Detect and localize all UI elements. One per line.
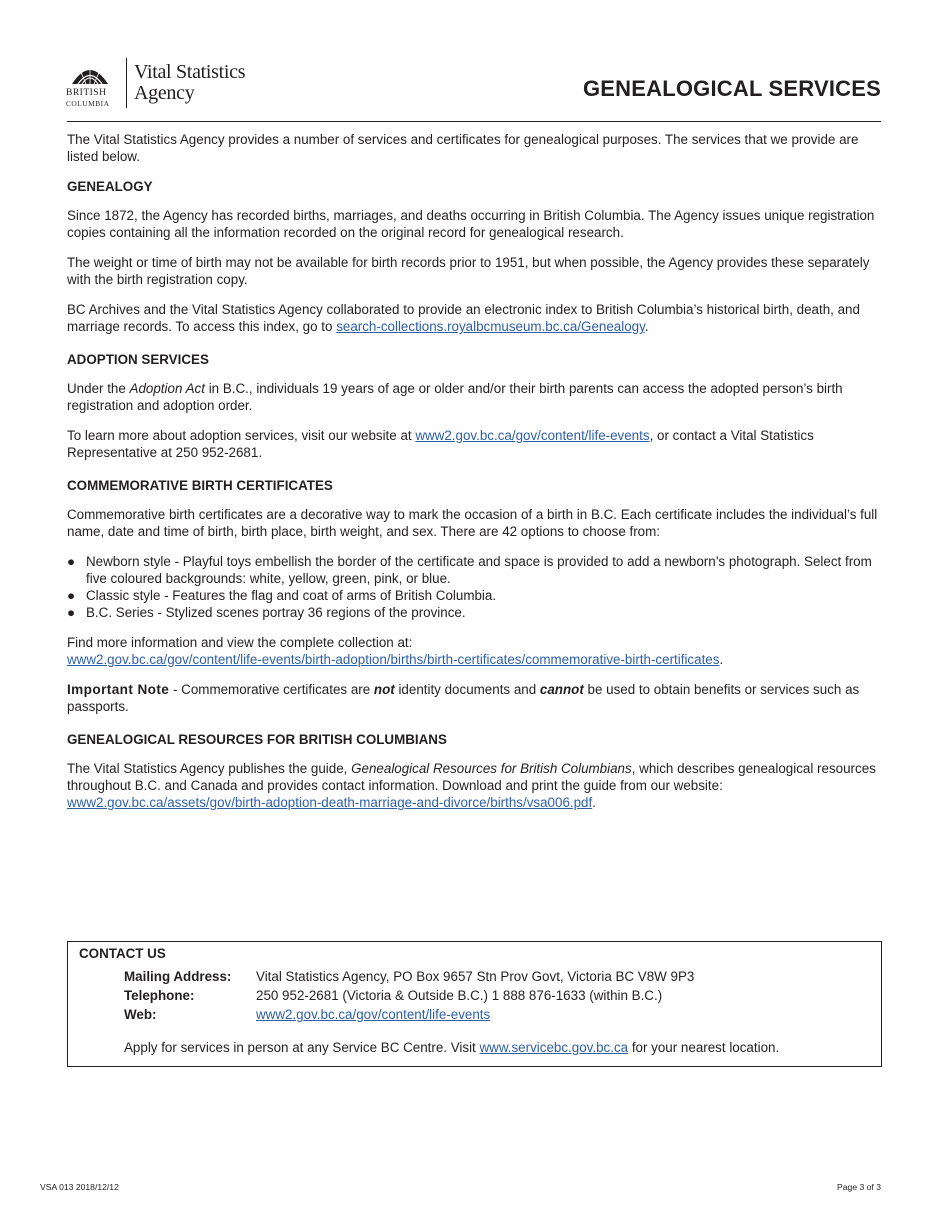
contact-title: CONTACT US <box>79 946 166 961</box>
contact-apply-row: Apply for services in person at any Service BC Centre. Visit www.servicebc.gov.bc.ca for your nearest location. <box>124 1040 780 1055</box>
life-events-link[interactable]: www2.gov.bc.ca/gov/content/life-events <box>415 428 650 443</box>
telephone-label: Telephone: <box>124 988 195 1003</box>
bullet-icon: ● <box>67 588 76 603</box>
province-name-line2: COLUMBIA <box>66 99 110 108</box>
bc-sun-icon <box>70 58 110 86</box>
resources-guide-link[interactable]: www2.gov.bc.ca/assets/gov/birth-adoption-death-marriage-and-divorce/births/vsa006.pdf <box>67 795 593 810</box>
page-number: Page 3 of 3 <box>837 1182 881 1192</box>
list-item: ● B.C. Series - Stylized scenes portray 36 regions of the province. <box>67 605 466 620</box>
genealogy-paragraph-2: The weight or time of birth may not be available for birth records prior to 1951, but when possible, the Agency provides these separately with the birth registration copy. <box>67 255 870 287</box>
adoption-heading: ADOPTION SERVICES <box>67 352 209 367</box>
telephone-value: 250 952-2681 (Victoria & Outside B.C.) 1 888 876-1633 (within B.C.) <box>256 988 663 1003</box>
resources-paragraph: The Vital Statistics Agency publishes the guide, Genealogical Resources for British Columbians, which describes genealogical resources throughout B.C. and Canada and provides contact information. Download and print the guide from our website: www2.gov.bc.ca/assets/gov/birth-adoption-death-marriage-and-divorce/births/vsa006.pdf. <box>67 761 876 810</box>
genealogy-index-link[interactable]: search-collections.royalbcmuseum.bc.ca/Genealogy <box>336 319 645 334</box>
commemorative-paragraph: Commemorative birth certificates are a decorative way to mark the occasion of a birth in B.C. Each certificate includes the individual’s full name, date and time of birth, birth place, birth weight, and sex. There are 42 options to choose from: <box>67 507 878 539</box>
list-item: ● Classic style - Features the flag and coat of arms of British Columbia. <box>67 588 497 603</box>
header-divider <box>67 121 881 122</box>
list-item: ● Newborn style - Playful toys embellish the border of the certificate and space is provided to add a newborn’s photograph. Select from five coloured backgrounds: white, yellow, green, pink, or blue. <box>67 554 872 586</box>
genealogy-paragraph-3: BC Archives and the Vital Statistics Agency collaborated to provide an electronic index to British Columbia’s historical birth, death, and marriage records. To access this index, go to search-collections.royalbcmuseum.bc.ca/Genealogy. <box>67 302 860 334</box>
contact-web-link[interactable]: www2.gov.bc.ca/gov/content/life-events <box>256 1007 491 1022</box>
adoption-paragraph-2: To learn more about adoption services, visit our website at www2.gov.bc.ca/gov/content/life-events, or contact a Vital Statistics Representative at 250 952-2681. <box>67 428 814 460</box>
bullet-icon: ● <box>67 554 76 569</box>
important-note: Important Note - Commemorative certificates are not identity documents and cannot be used to obtain benefits or services such as passports. <box>67 682 860 714</box>
mailing-label: Mailing Address: <box>124 969 232 984</box>
genealogy-paragraph-1: Since 1872, the Agency has recorded births, marriages, and deaths occurring in British Columbia. The Agency issues unique registration copies containing all the information recorded on the original record for genealogical research. <box>67 208 875 240</box>
province-name-line1: BRITISH <box>66 88 107 98</box>
mailing-value: Vital Statistics Agency, PO Box 9657 Stn Prov Govt, Victoria BC V8W 9P3 <box>256 969 695 984</box>
certificate-options-list <box>67 553 881 621</box>
form-id: VSA 013 2018/12/12 <box>40 1182 119 1192</box>
document-body <box>67 131 881 824</box>
important-note-label: Important Note <box>67 682 170 697</box>
commemorative-heading: COMMEMORATIVE BIRTH CERTIFICATES <box>67 478 333 493</box>
page-title: GENEALOGICAL SERVICES <box>583 76 881 101</box>
intro-paragraph: The Vital Statistics Agency provides a number of services and certificates for genealogical purposes. The services that we provide are listed below. <box>67 132 859 164</box>
contact-box <box>67 941 882 1067</box>
contact-mailing-row <box>124 968 694 985</box>
commemorative-certificates-link[interactable]: www2.gov.bc.ca/gov/content/life-events/birth-adoption/births/birth-certificates/commemorative-birth-certificates <box>67 652 720 667</box>
logo-divider <box>126 58 127 108</box>
contact-telephone-row <box>124 987 662 1004</box>
genealogy-heading: GENEALOGY <box>67 179 153 194</box>
bullet-icon: ● <box>67 605 76 620</box>
resources-heading: GENEALOGICAL RESOURCES FOR BRITISH COLUMBIANS <box>67 732 447 747</box>
agency-name-line1: Vital Statistics <box>134 61 246 83</box>
contact-web-row <box>124 1006 490 1023</box>
servicebc-link[interactable]: www.servicebc.gov.bc.ca <box>479 1040 629 1055</box>
agency-name-line2: Agency <box>134 82 195 104</box>
adoption-paragraph-1: Under the Adoption Act in B.C., individuals 19 years of age or older and/or their birth parents can access the adopted person’s birth registration and adoption order. <box>67 381 843 413</box>
commemorative-more-info: Find more information and view the complete collection at: www2.gov.bc.ca/gov/content/life-events/birth-adoption/births/birth-certificates/commemorative-birth-certificates. <box>67 635 724 667</box>
web-label: Web: <box>124 1007 157 1022</box>
